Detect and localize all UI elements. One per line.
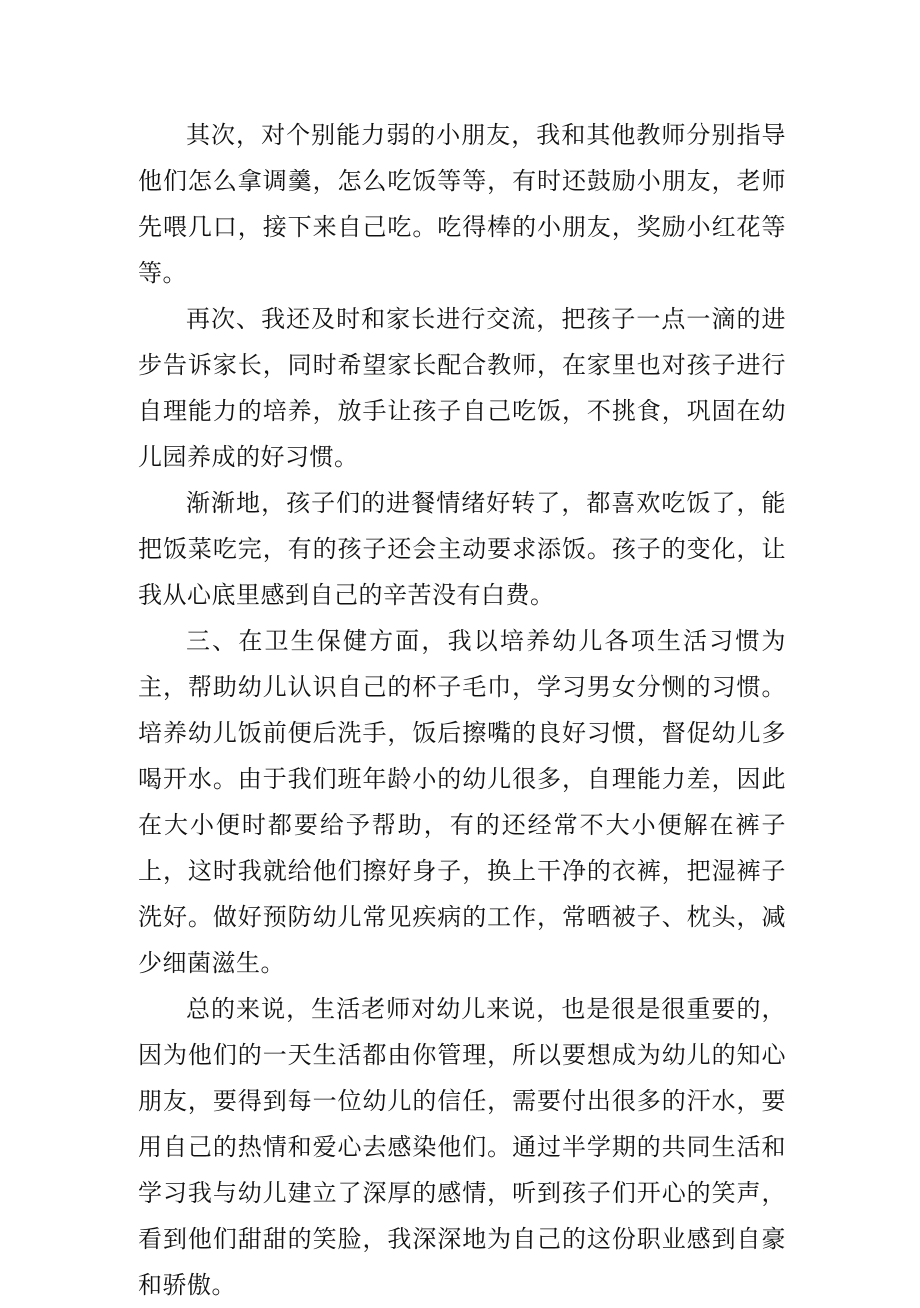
paragraph-eating-improvement: 渐渐地，孩子们的进餐情绪好转了，都喜欢吃饭了，能把饭菜吃完，有的孩子还会主动要求添饭。孩子的变化，让我从心底里感到自己的辛苦没有白费。: [138, 489, 786, 609]
paragraph-summary: 总的来说，生活老师对幼儿来说，也是很是很重要的，因为他们的一天生活都由你管理，所以要想成为幼儿的知心朋友，要得到每一位幼儿的信任，需要付出很多的汗水，要用自己的热情和爱心去感染他们。通过半学期的共同生活和学习我与幼儿建立了深厚的感情，听到孩子们开心的笑声，看到他们甜甜的笑脸，我深深地为自己的这份职业感到自豪和骄傲。: [138, 995, 786, 1299]
document-body: [138, 112, 786, 1308]
paragraph-parent-communication: 再次、我还及时和家长进行交流，把孩子一点一滴的进步告诉家长，同时希望家长配合教师，在家里也对孩子进行自理能力的培养，放手让孩子自己吃饭，不挑食，巩固在幼儿园养成的好习惯。: [138, 305, 786, 471]
paragraph-feeding-guidance: 其次，对个别能力弱的小朋友，我和其他教师分别指导他们怎么拿调羹，怎么吃饭等等，有时还鼓励小朋友，老师先喂几口，接下来自己吃。吃得棒的小朋友，奖励小红花等等。: [138, 121, 786, 287]
paragraph-hygiene-care: 三、在卫生保健方面，我以培养幼儿各项生活习惯为主，帮助幼儿认识自己的杯子毛巾，学习男女分恻的习惯。培养幼儿饭前便后洗手，饭后擦嘴的良好习惯，督促幼儿多喝开水。由于我们班年龄小的幼儿很多，自理能力差，因此在大小便时都要给予帮助，有的还经常不大小便解在裤子上，这时我就给他们擦好身子，换上干净的衣裤，把湿裤子洗好。做好预防幼儿常见疾病的工作，常晒被子、枕头，减少细菌滋生。: [138, 627, 786, 977]
